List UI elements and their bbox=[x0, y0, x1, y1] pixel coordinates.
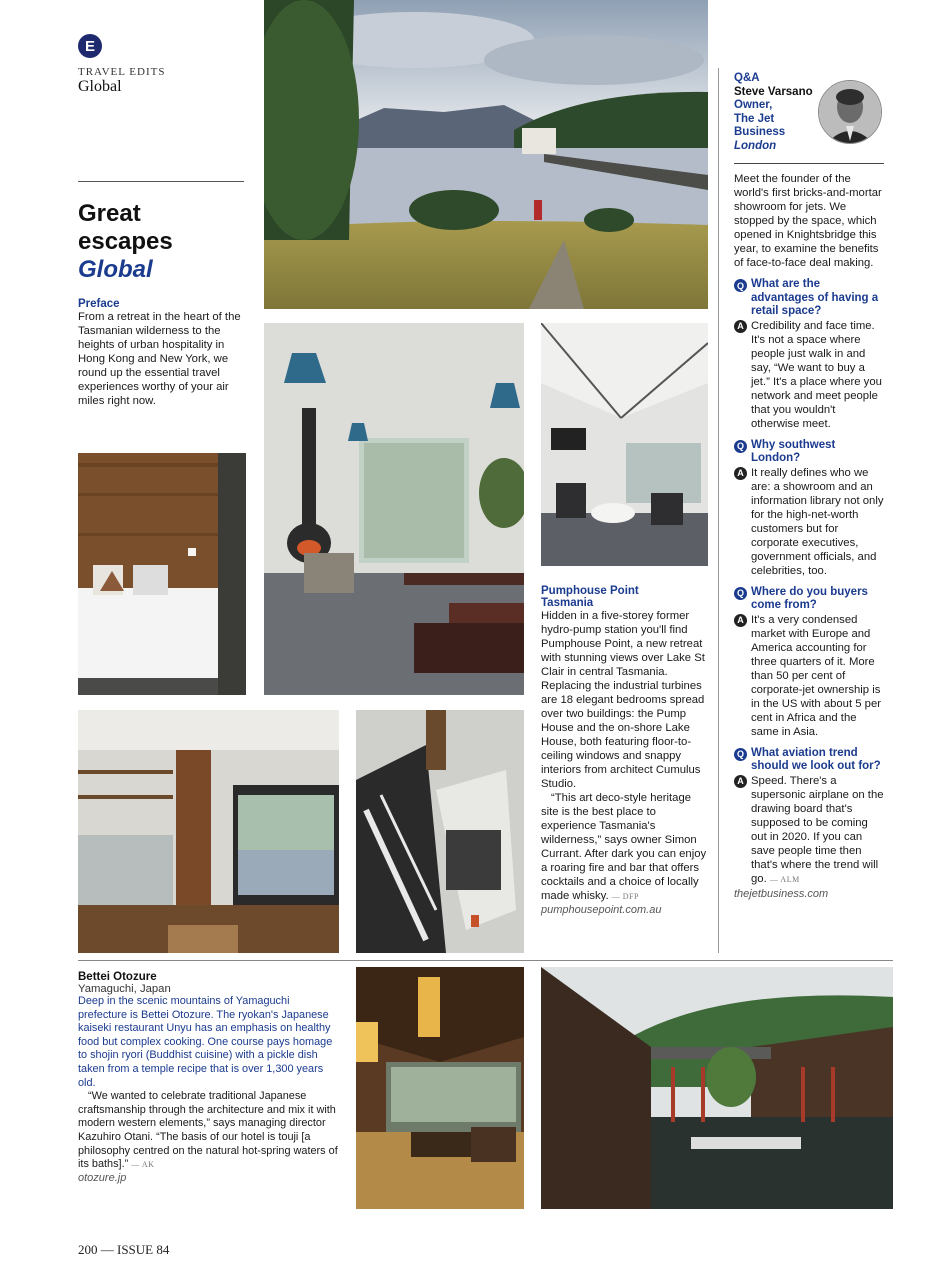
bedroom-photo bbox=[78, 453, 246, 695]
section-label: TRAVEL EDITS bbox=[78, 66, 166, 78]
qa-answer-4: A Speed. There's a supersonic airplane on the drawing board that's supposed to be coming out in 2020. If you can save people time then that's where the trend will go. — ALM bbox=[734, 774, 886, 887]
qa-answer-3: A It's a very condensed market with Europe and America accounting for three quarters of it. More than 50 per cent of corporate-jet ownership is in the US with about 5 per cent in Africa and the same in Asia. bbox=[734, 613, 886, 739]
subsection-label: Global bbox=[78, 78, 122, 95]
qa-answer-1: A Credibility and face time. It's not a space where people just walk in and say, “We want to buy a jet.” It's a place where you network and meet people that you wouldn't otherwise meet. bbox=[734, 319, 886, 431]
page-number: 200 — ISSUE 84 bbox=[78, 1242, 170, 1257]
preface-block bbox=[78, 298, 246, 408]
bettei-para-2: “We wanted to celebrate traditional Japanese craftsmanship through the architecture and mix it with modern western elements,” says managing director Kazuhiro Otani. “The basis of our hotel is touji [a philosophy centred on the natural hot-spring waters of its baths].” — AK bbox=[78, 1090, 338, 1171]
section-divider bbox=[78, 960, 893, 961]
stairwell-photo bbox=[356, 710, 524, 953]
qa-question-4: Q What aviation trend should we look out for? bbox=[734, 747, 886, 774]
qa-question-3: Q Where do you buyers come from? bbox=[734, 586, 886, 613]
pumphouse-credit: — DFP bbox=[611, 892, 639, 901]
qa-website: thejetbusiness.com bbox=[734, 887, 829, 900]
bettei-name: Bettei Otozure bbox=[78, 971, 157, 983]
qa-header: Q&A Steve Varsano Owner, The Jet Business London bbox=[734, 72, 864, 153]
pumphouse-article bbox=[541, 585, 709, 916]
pumphouse-para-2: “This art deco-style heritage site is the best place to experience Tasmania's wilderness,” says owner Simon Currant. After dark you can enjoy a roaring fire and bar that offers cocktails and a choice of locally made whisky. — DFP bbox=[541, 792, 707, 902]
qa-body bbox=[734, 172, 886, 900]
avatar bbox=[818, 80, 882, 144]
qa-credit: — ALM bbox=[769, 874, 800, 884]
pumphouse-location: Tasmania bbox=[541, 597, 594, 609]
lounge-dining-photo bbox=[264, 323, 524, 695]
qa-intro: Meet the founder of the world's first bricks-and-mortar showroom for jets. We stopped by the space, which opened in Knightsbridge this year, to examine the benefits of face-to-face deal making. bbox=[734, 173, 882, 269]
qa-answer-2: A It really defines who we are: a showroom and an information library not only for the high-net-worth customers but for corporate executives, government officials, and celebrities, too. bbox=[734, 466, 886, 578]
header-divider bbox=[78, 181, 244, 182]
bettei-credit: — AK bbox=[131, 1160, 155, 1170]
bettei-website: otozure.jp bbox=[78, 1171, 127, 1184]
column-divider bbox=[718, 68, 719, 953]
ryokan-interior-photo bbox=[356, 967, 524, 1209]
preface-text: From a retreat in the heart of the Tasmanian wilderness to the heights of urban hospitality in Hong Kong and New York, we round up the essential travel experiences worthy of your air miles right now. bbox=[78, 311, 241, 407]
qa-question-1: Q What are the advantages of having a retail space? bbox=[734, 278, 886, 319]
qa-name: Steve Varsano bbox=[734, 85, 813, 98]
pumphouse-website: pumphousepoint.com.au bbox=[541, 904, 662, 916]
seating-area-photo bbox=[541, 323, 708, 566]
pumphouse-name: Pumphouse Point bbox=[541, 585, 639, 597]
preface-label: Preface bbox=[78, 298, 120, 310]
qa-label: Q&A bbox=[734, 72, 760, 84]
kitchen-photo bbox=[78, 710, 339, 953]
bettei-para-1: Deep in the scenic mountains of Yamaguchi prefecture is Bettei Otozure. The ryokan's Japanese kaiseki restaurant Unyu has an emphasis on healthy food but complex cooking. One course pays homage to shojin ryori (Buddhist cuisine) with a pickle dish taken from a temple recipe that is over 1,300 years old. bbox=[78, 995, 333, 1089]
magazine-logo: E bbox=[78, 34, 102, 58]
qa-city: London bbox=[734, 139, 777, 152]
qa-question-2: Q Why southwest London? bbox=[734, 439, 886, 466]
bettei-location: Yamaguchi, Japan bbox=[78, 983, 171, 995]
courtyard-photo bbox=[541, 967, 893, 1209]
bettei-article bbox=[78, 971, 340, 1184]
qa-divider bbox=[734, 163, 884, 164]
pumphouse-para-1: Hidden in a five-storey former hydro-pump station you'll find Pumphouse Point, a new retreat with stunning views over Lake St Clair in central Tasmania. Replacing the industrial turbines are 18 elegant bedrooms spread over two buildings: the Pump House and the on-shore Lake House, both featuring floor-to-ceiling windows and snappy interiors from architect Cumulus Studio. bbox=[541, 610, 705, 790]
lake-landscape-photo bbox=[264, 0, 708, 309]
page-title: Great escapes Global bbox=[78, 200, 173, 283]
